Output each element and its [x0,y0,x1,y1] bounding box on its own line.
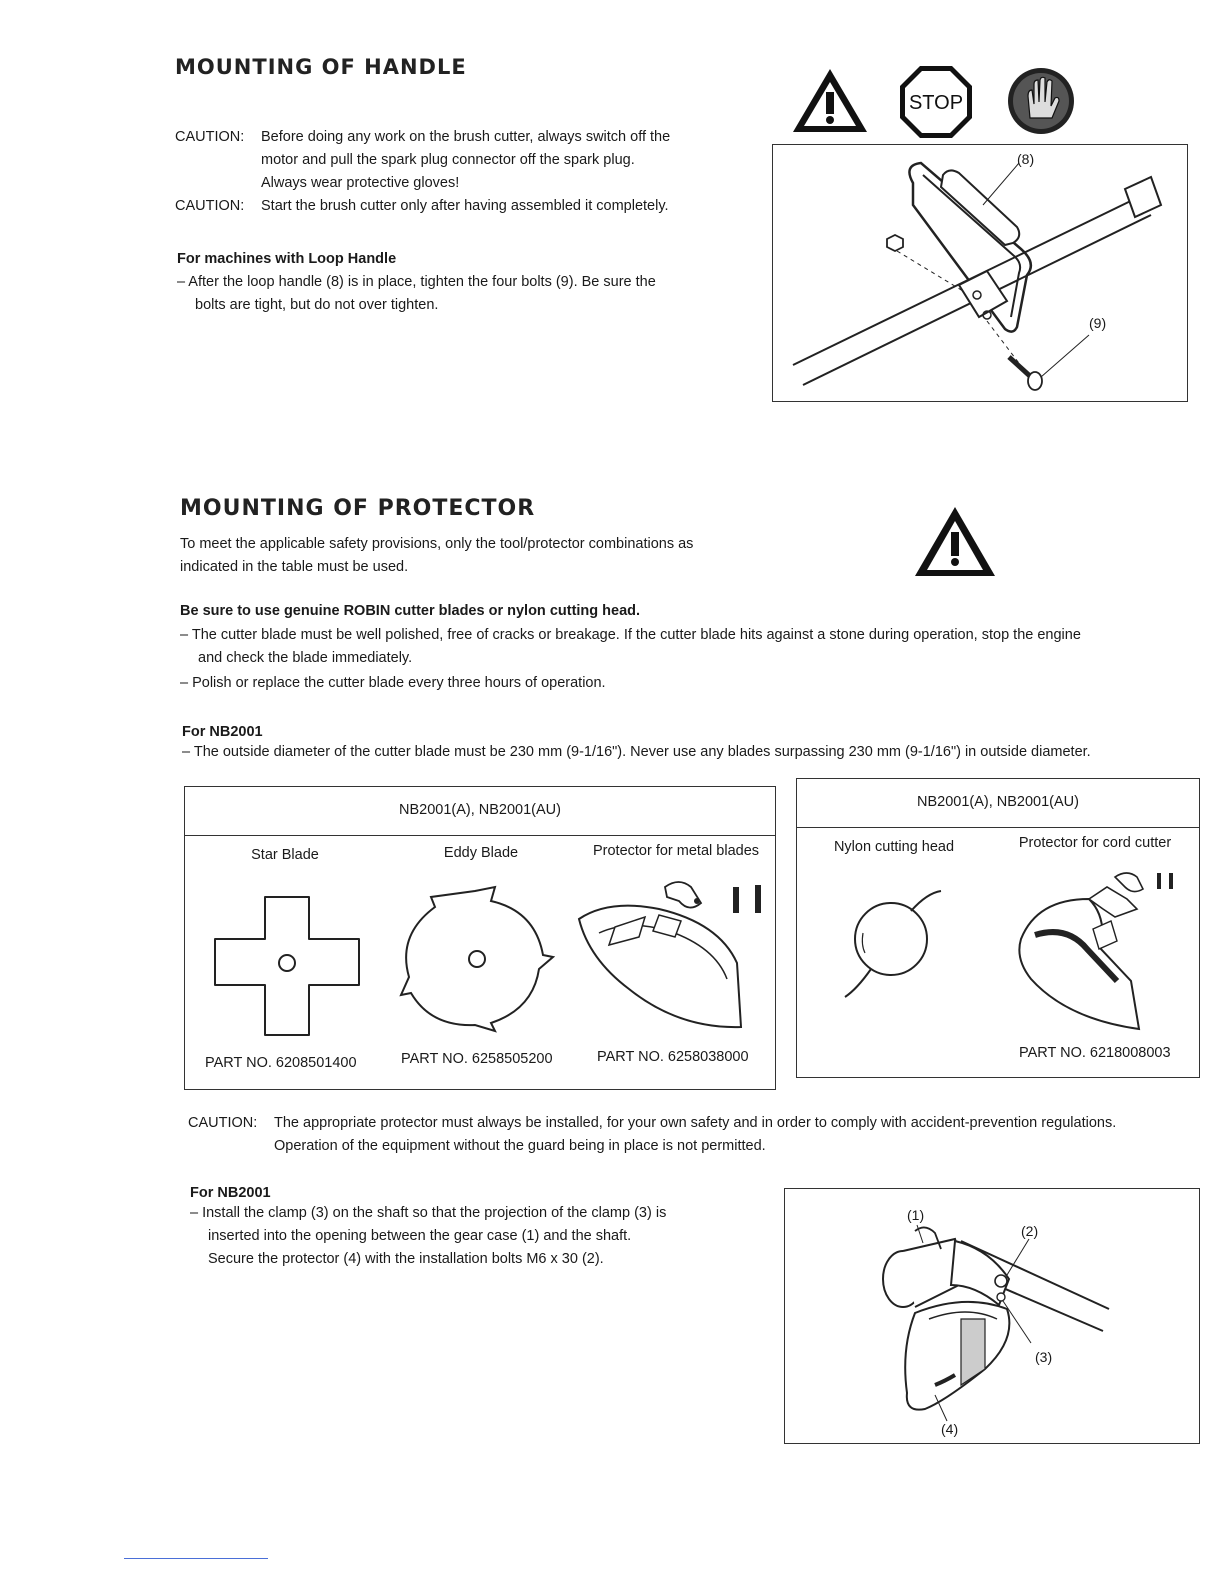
caution-text: The appropriate protector must always be installed, for your own safety and in order to comply with accident-prevention regulations. [274,1115,1117,1131]
protector-install-figure [784,1188,1200,1444]
eddy-blade-image [395,885,555,1033]
instruction-line: inserted into the opening between the gear case (1) and the shaft. [208,1228,632,1244]
cord-cutter-table [796,778,1200,1078]
caution-2 [175,195,669,218]
caution-text: Always wear protective gloves! [261,175,460,191]
warning-triangle-icon [912,504,998,580]
eddy-blade-label: Eddy Blade [443,845,519,861]
loop-handle-instructions [177,271,656,317]
protector-install-instructions [190,1202,666,1271]
instruction-line: and check the blade immediately. [198,650,413,666]
loop-handle-figure [772,144,1188,402]
caution-label: CAUTION: [175,129,245,145]
instruction-line: Secure the protector (4) with the installation bolts M6 x 30 (2). [208,1251,604,1267]
genuine-parts-heading: Be sure to use genuine ROBIN cutter blades or nylon cutting head. [180,603,641,619]
cord-protector-image [1007,869,1187,1039]
caution-label: CAUTION: [188,1115,258,1131]
cord-protector-label: Protector for cord cutter [1018,835,1172,851]
table-header: NB2001(A), NB2001(AU) [797,779,1199,828]
callout-8: (8) [1017,151,1035,167]
loop-handle-heading: For machines with Loop Handle [177,251,397,267]
protector-section-title: MOUNTING OF PROTECTOR [180,496,536,521]
intro-line: indicated in the table must be used. [180,559,409,575]
blade-diameter-note: – The outside diameter of the cutter blade must be 230 mm (9-1/16"). Never use any blades surpassing 230 mm (9-1/16") in outside diameter. [182,744,1091,760]
protector-intro [180,533,693,579]
table-header: NB2001(A), NB2001(AU) [185,787,775,836]
part-number: PART NO. 6208501400 [205,1055,357,1071]
metal-blade-table [184,786,776,1090]
footer-rule [124,1558,268,1559]
nb2001-heading: For NB2001 [190,1185,271,1201]
callout-4: (4) [941,1421,959,1437]
callout-1: (1) [907,1207,925,1223]
stop-sign-label: STOP [908,92,964,114]
nylon-cutting-head-image [841,883,951,1003]
instruction-line: bolts are tight, but do not over tighten. [195,297,439,313]
callout-3: (3) [1035,1349,1053,1365]
instruction-line: – After the loop handle (8) is in place, tighten the four bolts (9). Be sure the [177,274,656,290]
metal-protector-label: Protector for metal blades [592,843,760,859]
callout-9: (9) [1089,315,1107,331]
intro-line: To meet the applicable safety provisions, only the tool/protector combinations as [180,536,694,552]
stop-sign-icon [898,64,974,140]
caution-1 [175,126,670,195]
metal-protector-image [569,879,769,1035]
instruction-line: – The cutter blade must be well polished, free of cracks or breakage. If the cutter blade hits against a stone during operation, stop the engine [180,627,1081,643]
caution-text: Before doing any work on the brush cutter, always switch off the [261,129,671,145]
caution-text: Start the brush cutter only after having assembled it completely. [261,198,669,214]
instruction-line: – Polish or replace the cutter blade every three hours of operation. [180,675,606,691]
handle-section-title: MOUNTING OF HANDLE [175,55,467,79]
part-number: PART NO. 6258038000 [597,1049,749,1065]
part-number: PART NO. 6218008003 [1019,1045,1171,1061]
instruction-line: – Install the clamp (3) on the shaft so that the projection of the clamp (3) is [190,1205,667,1221]
nylon-head-label: Nylon cutting head [833,839,955,855]
protective-gloves-icon [1006,66,1076,136]
nb2001-heading: For NB2001 [182,724,263,740]
blade-instructions [180,624,1081,695]
warning-triangle-icon [790,66,870,136]
star-blade-label: Star Blade [251,847,319,863]
star-blade-image [209,891,365,1041]
part-number: PART NO. 6258505200 [401,1051,553,1067]
caution-label: CAUTION: [175,198,245,214]
caution-text: motor and pull the spark plug connector off the spark plug. [261,152,635,168]
callout-2: (2) [1021,1223,1039,1239]
caution-3 [188,1112,1116,1158]
caution-text: Operation of the equipment without the guard being in place is not permitted. [274,1138,766,1154]
